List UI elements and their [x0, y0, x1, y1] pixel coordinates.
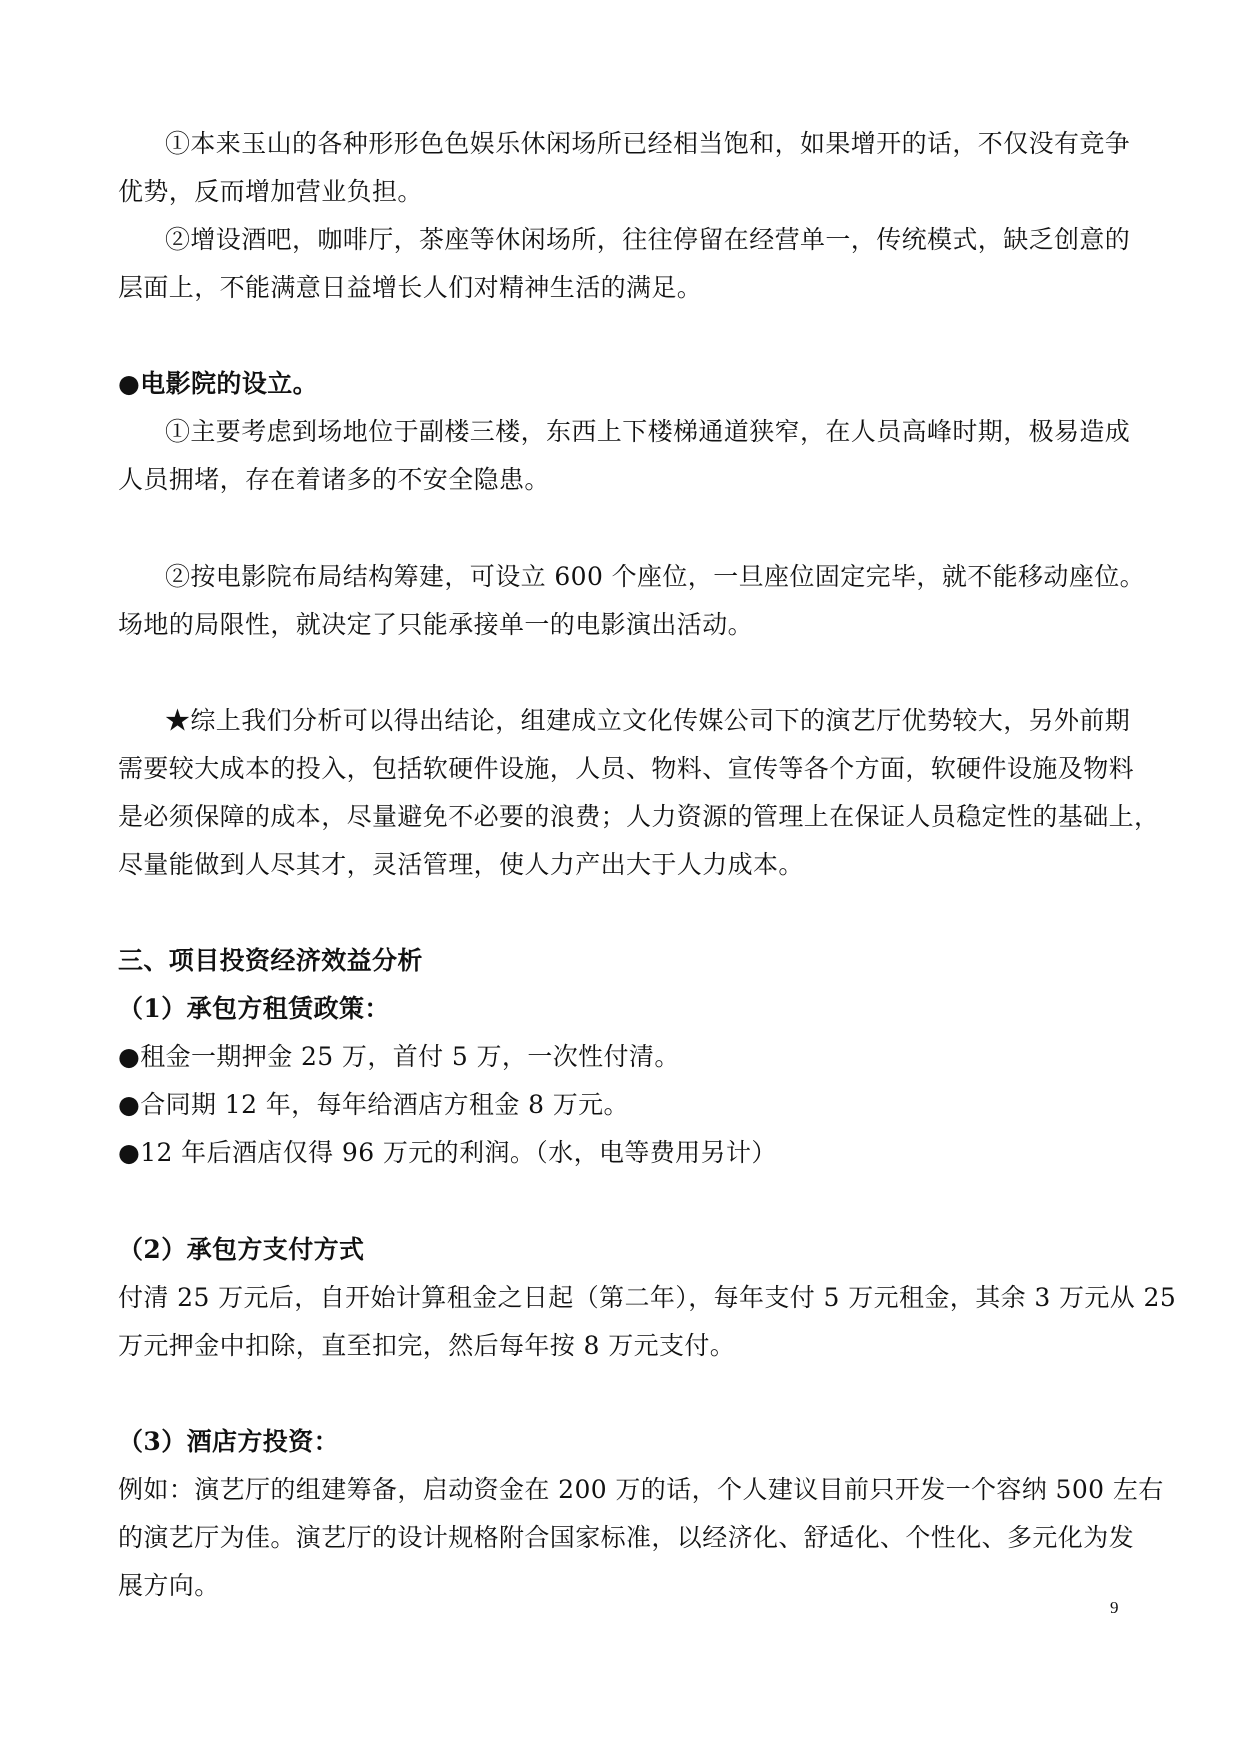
body-text-line: 展方向。	[118, 1571, 220, 1600]
section-heading: 三、项目投资经济效益分析	[118, 946, 423, 975]
subsection-heading: （1）承包方租赁政策：	[118, 994, 390, 1023]
body-text-line: 的演艺厅为佳。演艺厅的设计规格附合国家标准，以经济化、舒适化、个性化、多元化为发	[118, 1523, 1135, 1552]
subsection-heading: （3）酒店方投资：	[118, 1427, 339, 1456]
body-text-line: 是必须保障的成本，尽量避免不必要的浪费；人力资源的管理上在保证人员稳定性的基础上，	[118, 802, 1160, 831]
body-text-line: 场地的局限性，就决定了只能承接单一的电影演出活动。	[118, 610, 754, 639]
body-text-line: 例如：演艺厅的组建筹备，启动资金在 200 万的话，个人建议目前只开发一个容纳 500 左右	[118, 1475, 1164, 1504]
body-text-line: 人员拥堵，存在着诸多的不安全隐患。	[118, 465, 550, 494]
body-text-line: 尽量能做到人尽其才，灵活管理，使人力产出大于人力成本。	[118, 850, 804, 879]
body-text-line: 优势，反而增加营业负担。	[118, 177, 423, 206]
body-text-line: 万元押金中扣除，直至扣完，然后每年按 8 万元支付。	[118, 1331, 736, 1360]
body-text-line: ①主要考虑到场地位于副楼三楼，东西上下楼梯通道狭窄，在人员高峰时期，极易造成	[165, 417, 1131, 446]
subsection-heading: （2）承包方支付方式	[118, 1235, 365, 1264]
section-heading: ●电影院的设立。	[118, 369, 319, 398]
bullet-item: ●合同期 12 年，每年给酒店方租金 8 万元。	[118, 1090, 629, 1119]
page-number: 9	[1110, 1598, 1119, 1617]
body-text-line: ②按电影院布局结构筹建，可设立 600 个座位，一旦座位固定完毕，就不能移动座位。	[165, 562, 1146, 591]
bullet-item: ●12 年后酒店仅得 96 万元的利润。（水，电等费用另计）	[118, 1138, 777, 1167]
body-text-line: ①本来玉山的各种形形色色娱乐休闲场所已经相当饱和，如果增开的话，不仅没有竞争	[165, 129, 1131, 158]
body-text-line: 付清 25 万元后，自开始计算租金之日起（第二年），每年支付 5 万元租金，其余 3 万元从 25	[118, 1283, 1177, 1312]
body-text-line: ★综上我们分析可以得出结论，组建成立文化传媒公司下的演艺厅优势较大，另外前期	[165, 706, 1131, 735]
body-text-line: 需要较大成本的投入，包括软硬件设施，人员、物料、宣传等各个方面，软硬件设施及物料	[118, 754, 1135, 783]
body-text-line: ②增设酒吧，咖啡厅，茶座等休闲场所，往往停留在经营单一，传统模式，缺乏创意的	[165, 225, 1131, 254]
body-text-line: 层面上，不能满意日益增长人们对精神生活的满足。	[118, 273, 703, 302]
bullet-item: ●租金一期押金 25 万，首付 5 万，一次性付清。	[118, 1042, 680, 1071]
